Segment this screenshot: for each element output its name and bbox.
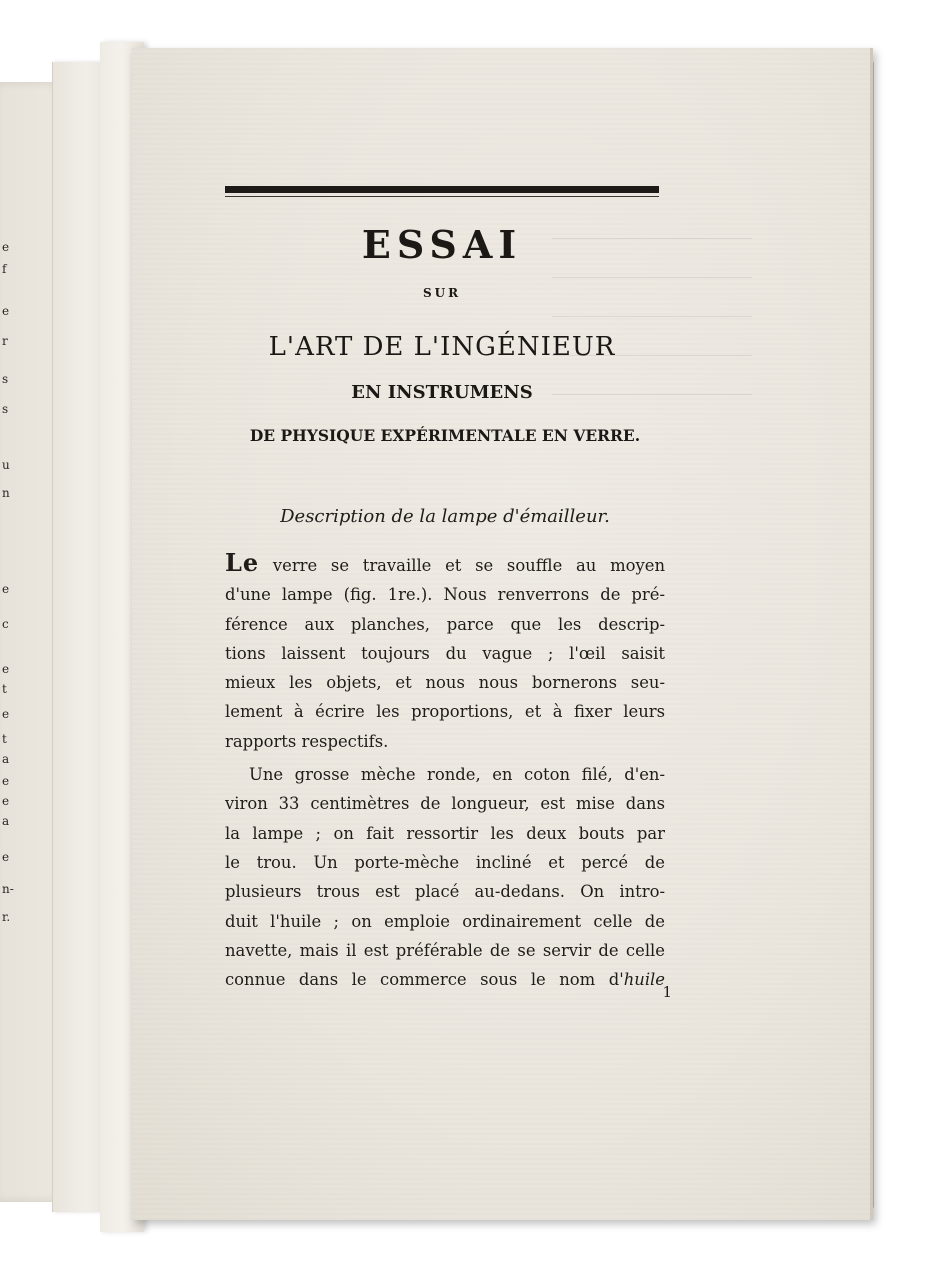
fragment: e [2,707,10,721]
fragment: n [2,486,10,500]
fragment: c [2,617,9,631]
book-page [132,48,873,1220]
drop-cap: Le [225,548,260,577]
header-rule-thick [225,186,659,193]
text-line: duit l'huile ; on emploie ordinairement celle de [225,911,665,931]
fragment: e [2,304,10,318]
title-connector: SUR [422,286,462,300]
fragment: u [2,458,10,472]
subtitle-tertiary: DE PHYSIQUE EXPÉRIMENTALE EN VERRE. [249,426,641,445]
fragment: s [2,372,9,386]
fragment: t [2,732,7,746]
fragment: e [2,794,10,808]
fragment: s [2,402,9,416]
text-line: tions laissent toujours du vague ; l'œil saisit [225,643,665,663]
fragment: r. [2,910,11,924]
text-line: lement à écrire les proportions, et à fixer leurs [225,702,665,722]
subtitle-secondary: EN INSTRUMENS [351,382,533,403]
fragment: n- [2,882,14,896]
section-heading: Description de la lampe d'émailleur. [280,506,610,527]
text-line: Une grosse mèche ronde, en coton filé, d'en- [249,765,665,785]
subtitle-main: L'ART DE L'INGÉNIEUR [268,332,616,362]
fragment: a [2,814,10,828]
fragment: r [2,334,8,348]
fragment: e [2,774,10,788]
fragment: f [2,262,7,276]
text-line: navette, mais il est préférable de se servir de celle [225,940,665,960]
text-line: la lampe ; on fait ressortir les deux bouts par [225,823,665,843]
text-line: d'une lampe (fig. 1re.). Nous renverrons de pré- [225,585,665,605]
fragment: e [2,850,10,864]
fragment: a [2,752,10,766]
fragment: t [2,682,7,696]
fragment: e [2,662,10,676]
text-line: plusieurs trous est placé au-dedans. On intro- [225,882,665,902]
page-title: ESSAI [361,222,523,267]
text-line: connue dans le commerce sous le nom d'huile [225,970,665,990]
header-rule-thin [225,196,659,197]
fragment: e [2,240,10,254]
text-line: mieux les objets, et nous nous bornerons seu- [225,673,665,693]
text-line: viron 33 centimètres de longueur, est mise dans [225,794,665,814]
body-text [225,548,665,994]
text-line: rapports respectifs. [225,731,389,751]
text-line: Le verre se travaille et se souffle au moyen [225,548,665,577]
fragment: e [2,582,10,596]
text-line: férence aux planches, parce que les descrip- [225,614,665,634]
text-line: le trou. Un porte-mèche incliné et percé de [225,852,665,872]
page-number: 1 [662,983,672,1001]
